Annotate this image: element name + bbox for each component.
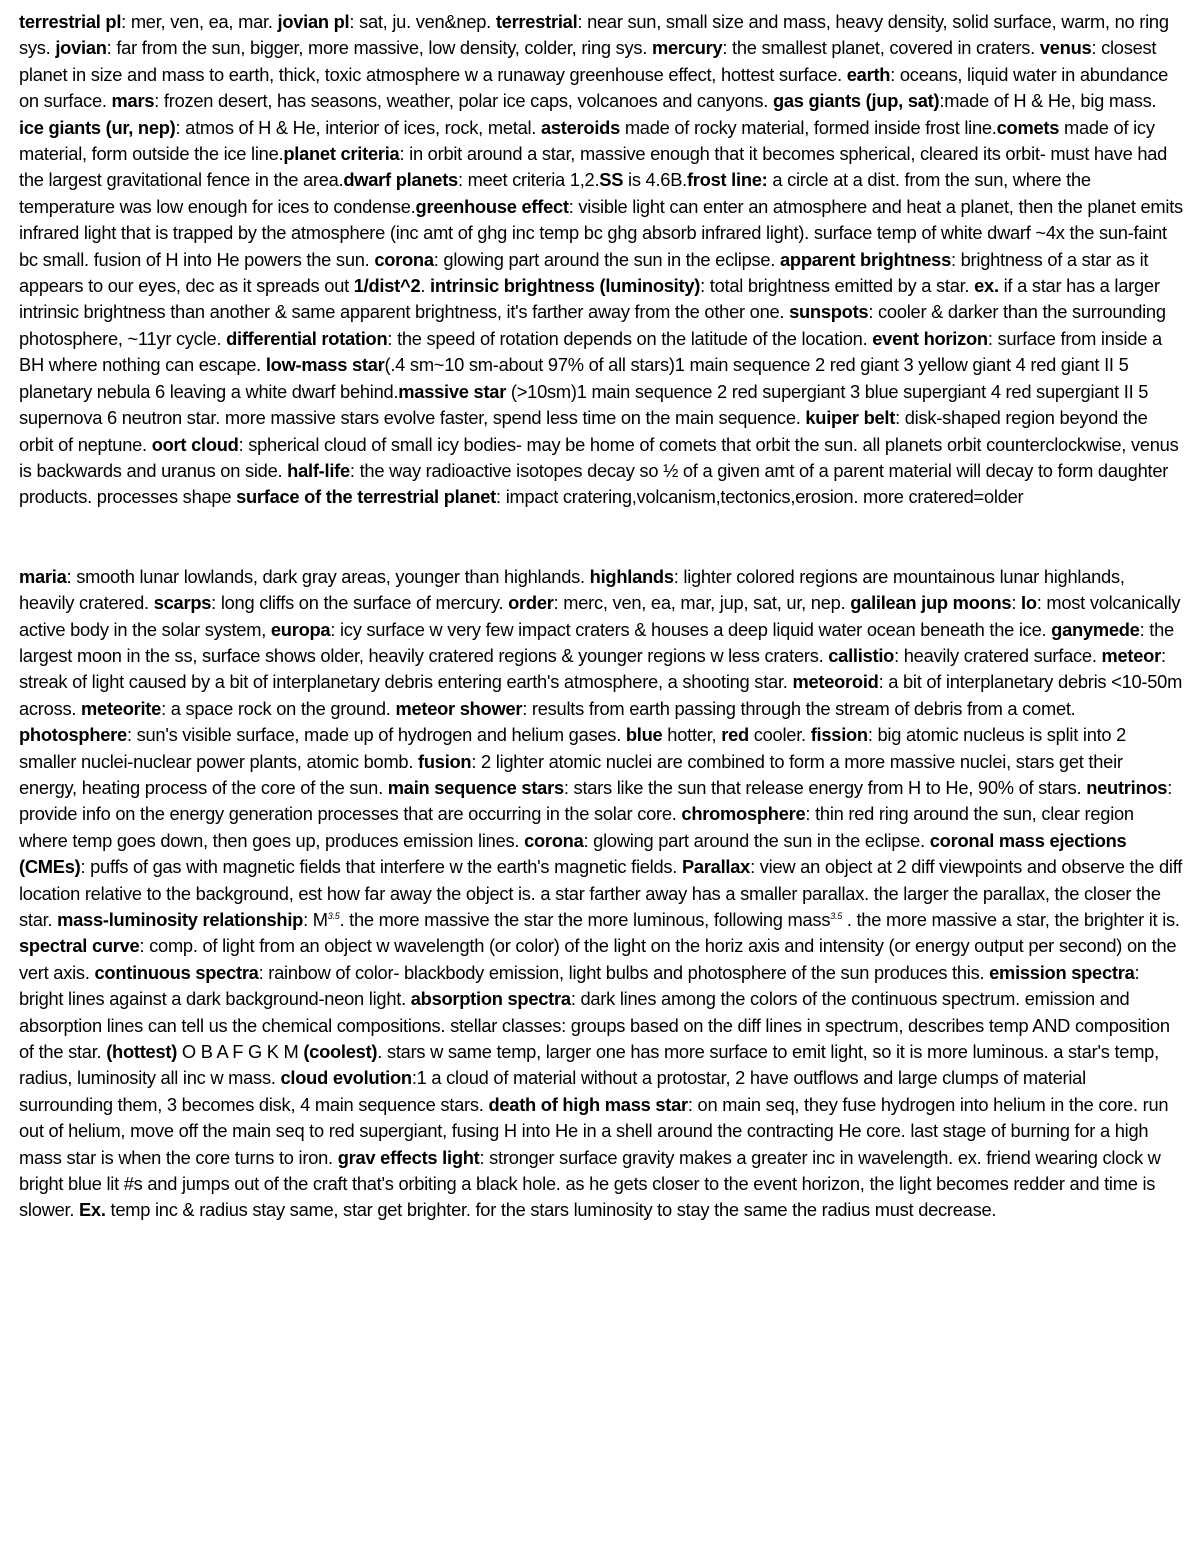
term-label: jovian [55,37,107,59]
note-text: : the way radioactive isotopes decay so ½ of a given amt of a parent material will decay to form daughter products. processes shape [19,459,1169,508]
term-label: spectral curve [19,935,140,957]
term-label: neutrinos [1086,776,1168,798]
term-label: gas giants (jup, sat) [772,90,940,112]
note-text: a circle at a dist. from the sun, where the temperature was low enough for ices to condense. [19,169,1091,217]
term-label: event horizon [872,327,988,349]
term-label: scarps [153,592,212,614]
note-text: : 2 lighter atomic nuclei are combined to form a more massive nuclei, stars get their energy, heating process of the core of the sun. [19,750,1123,798]
term-label: emission spectra [989,961,1135,983]
note-text: : spherical cloud of small icy bodies- may be home of comets that orbit the sun. all planets orbit counterclockwise, venus is backwards and uranus on side. [19,433,1179,481]
term-label: dwarf planets [343,169,458,191]
term-label: SS [599,169,624,191]
term-label: jovian pl [277,11,350,32]
note-text: temp inc & radius stay same, star get brighter. for the stars luminosity to stay the same the radius must decrease. [105,1199,997,1221]
term-label: (coolest) [303,1041,378,1063]
note-text: : provide info on the energy generation processes that are occurring in the solar core. [19,776,1173,825]
note-text: : merc, ven, ea, mar, jup, sat, ur, nep. [553,592,851,614]
term-label: asteroids [540,116,620,138]
note-text: : glowing part around the sun in the eclipse. [433,248,780,270]
note-text: : in orbit around a star, massive enough that it becomes spherical, cleared its orbit- must have had the largest gravitational fence in the area. [19,143,1168,191]
term-label: meteor shower [395,697,523,719]
note-text: . the more massive the star the more luminous, following mass [339,909,831,930]
term-label: venus [1039,37,1092,59]
term-label: mass-luminosity relationship [57,909,304,930]
note-text: : most volcanically active body in the solar system, [19,592,1181,640]
note-text: : stronger surface gravity makes a greater inc in wavelength. ex. friend wearing clock w bright blue lit #s and jumps out of the craft that's orbiting a black hole. as he gets closer to the event horizon, the light becomes redder and time is slower. [19,1146,1161,1221]
note-text: : near sun, small size and mass, heavy density, solid surface, warm, no ring sys. [19,11,1169,59]
note-text: . the more massive a star, the brighter it is. [841,909,1180,930]
note-text: : stars like the sun that release energy from H to He, 90% of stars. [563,776,1087,798]
term-label: blue [625,724,663,746]
note-text: : disk-shaped region beyond the orbit of neptune. [19,407,1148,455]
term-label: surface of the terrestrial planet [236,486,497,508]
note-text: : the largest moon in the ss, surface shows older, heavily cratered regions & younger regions w less craters. [19,618,1174,666]
exponent: 3.5 [327,910,340,921]
note-text: : closest planet in size and mass to earth, thick, toxic atmosphere w a runaway greenhouse effect, hottest surface. [19,37,1157,85]
note-text: . stars w same temp, larger one has more surface to emit light, so it is more luminous. a star's temp, radius, luminosity all inc w mass. [19,1041,1159,1089]
note-text: : meet criteria 1,2. [457,169,600,191]
note-text: . [420,275,431,297]
term-label: red [721,724,749,746]
term-label: callistio [828,644,895,666]
term-label: 1/dist^2 [353,275,421,297]
note-text: : glowing part around the sun in the eclipse. [583,829,930,851]
term-label: planet criteria [283,143,400,165]
note-text: : the speed of rotation depends on the latitude of the location. [387,327,873,349]
term-label: corona [524,829,584,851]
term-label: Parallax [681,856,751,878]
term-label: terrestrial [495,11,578,32]
term-label: frost line: [686,169,768,191]
note-text: : a bit of interplanetary debris <10-50m across. [19,671,1183,719]
term-label: meteor [1101,644,1161,666]
note-text: cooler. [748,724,811,746]
term-label: oort cloud [151,433,239,455]
note-text: : icy surface w very few impact craters & houses a deep liquid water ocean beneath the ice. [330,618,1052,640]
term-label: low-mass star [265,354,385,376]
term-label: main sequence stars [387,776,564,798]
term-label: grav effects light [337,1146,480,1168]
term-label: absorption spectra [410,988,571,1010]
note-text: made of icy material, form outside the ice line. [19,116,1155,165]
note-text: : streak of light caused by a bit of interplanetary debris entering earth's atmosphere, a shooting star. [19,644,1166,693]
term-label: massive star [398,380,507,402]
term-label: half-life [287,459,350,481]
note-text: : [1011,592,1021,614]
note-text: : frozen desert, has seasons, weather, polar ice caps, volcanoes and canyons. [154,90,773,112]
note-text: : big atomic nucleus is split into 2 smaller nuclei-nuclear power plants, atomic bomb. [19,724,1127,772]
term-label: photosphere [19,724,127,746]
term-label: ex. [974,275,999,297]
note-text: : M [303,909,328,930]
term-label: fission [810,724,868,746]
note-text: : visible light can enter an atmosphere and heat a planet, then the planet emits infrared light that is trapped by the atmosphere (inc amt of ghg inc temp bc ghg absorb infrared light). surface temp of white dwarf ~4x the sun-faint bc small. fusion of H into He powers the sun. [19,195,1183,270]
term-label: intrinsic brightness (luminosity) [430,275,701,297]
term-label: fusion [418,750,472,772]
note-text: : results from earth passing through the stream of debris from a comet. [522,697,1076,719]
note-text: : impact cratering,volcanism,tectonics,erosion. more cratered=older [496,486,1024,508]
term-label: terrestrial pl [19,11,122,32]
term-label: order [508,592,554,614]
note-text: : smooth lunar lowlands, dark gray areas, younger than highlands. [66,565,590,587]
note-text: : view an object at 2 diff viewpoints and observe the diff location relative to the background, est how far away the object is. a star farther away has a smaller parallax. the larger the parallax, the closer the star. [19,856,1183,930]
term-label: chromosphere [681,803,806,825]
term-label: death of high mass star [488,1093,688,1115]
term-label: mercury [651,37,723,59]
term-label: ice giants (ur, nep) [19,116,176,138]
term-label: mars [111,90,155,112]
note-text: : bright lines against a dark background-neon light. [19,961,1140,1010]
note-text: : cooler & darker than the surrounding photosphere, ~11yr cycle. [19,301,1166,349]
note-text: : total brightness emitted by a star. [700,275,975,297]
note-text: :made of H & He, big mass. [939,90,1157,112]
term-label: greenhouse effect [415,195,569,217]
note-text: (>10sm)1 main sequence 2 red supergiant 3 blue supergiant 4 red supergiant II 5 supernova 6 neutron star. more massive stars evolve faster, spend less time on the main sequence. [19,380,1149,429]
note-text: : sun's visible surface, made up of hydrogen and helium gases. [126,724,626,746]
exponent: 3.5 [830,910,842,921]
note-text: : oceans, liquid water in abundance on surface. [19,63,1169,112]
note-text: made of rocky material, formed inside frost line. [620,116,997,138]
term-label: highlands [589,565,674,587]
term-label: maria [19,565,67,587]
note-text: is 4.6B. [623,169,687,191]
term-label: meteorite [81,697,162,719]
note-text: :1 a cloud of material without a protostar, 2 have outflows and large clumps of material surrounding them, 3 becomes disk, 4 main sequence stars. [19,1067,1086,1115]
note-text: : thin red ring around the sun, clear region where temp goes down, then goes up, produces emission lines. [19,803,1134,851]
term-label: comets [996,116,1060,138]
note-text: : sat, ju. ven&nep. [349,11,496,32]
note-text: : puffs of gas with magnetic fields that interfere w the earth's magnetic fields. [80,856,682,878]
term-label: meteoroid [792,671,879,693]
note-text: : brightness of a star as it appears to our eyes, dec as it spreads out [19,248,1149,297]
term-label: cloud evolution [280,1067,412,1089]
note-text: : long cliffs on the surface of mercury. [211,592,509,614]
notes-paragraph-1 [19,9,1184,511]
note-text: : comp. of light from an object w wavelength (or color) of the light on the horiz axis and intensity (or energy output per second) on the vert axis. [19,935,1177,983]
note-text: (.4 sm~10 sm-about 97% of all stars)1 main sequence 2 red giant 3 yellow giant 4 red giant II 5 planetary nebula 6 leaving a white dwarf behind. [19,354,1129,402]
note-text: hotter, [662,724,722,746]
note-text: : rainbow of color- blackbody emission, light bulbs and photosphere of the sun produces this. [258,961,990,983]
note-text: : lighter colored regions are mountainous lunar highlands, heavily cratered. [19,565,1125,614]
note-text: : on main seq, they fuse hydrogen into helium in the core. run out of helium, move off the main seq to red supergiant, fusing H into He in a shell around the contracting He core. last stage of burning for a high mass star is when the core turns to iron. [19,1093,1169,1168]
term-label: (hottest) [106,1041,178,1063]
term-label: kuiper belt [805,407,896,429]
term-label: europa [270,618,331,640]
term-label: coronal mass ejections (CMEs) [19,829,1127,878]
term-label: apparent brightness [780,248,951,270]
term-label: earth [846,63,891,85]
note-text: : atmos of H & He, interior of ices, rock, metal. [175,116,541,138]
note-text: if a star has a larger intrinsic brightness than another & same apparent brightness, it's farther away from the other one. [19,275,1160,323]
note-text: : mer, ven, ea, mar. [121,11,278,32]
note-text: : dark lines among the colors of the continuous spectrum. emission and absorption lines can tell us the chemical compositions. stellar classes: groups based on the diff lines in spectrum, describes temp AND composition of the star. [19,988,1170,1063]
note-text: : surface from inside a BH where nothing can escape. [19,327,1162,376]
note-text: : heavily cratered surface. [894,644,1102,666]
note-text: : far from the sun, bigger, more massive, low density, colder, ring sys. [106,37,652,59]
term-label: continuous spectra [94,961,259,983]
term-label: galilean jup moons [850,592,1012,614]
term-label: differential rotation [226,327,388,349]
note-text: : a space rock on the ground. [161,697,396,719]
term-label: sunspots [789,301,869,323]
term-label: corona [374,248,434,270]
term-label: Ex. [78,1199,106,1221]
term-label: ganymede [1051,618,1140,640]
note-text: : the smallest planet, covered in craters. [722,37,1040,59]
note-text: O B A F G K M [177,1041,304,1063]
term-label: Io [1020,592,1037,614]
notes-paragraph-2 [19,564,1184,1224]
